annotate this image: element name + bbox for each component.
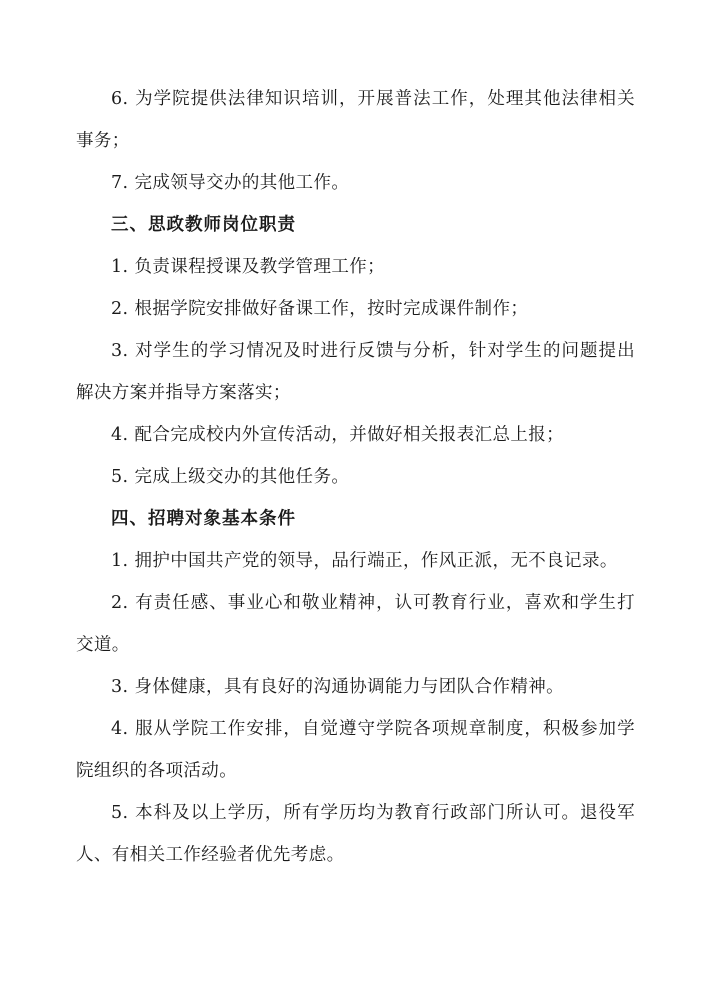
list-item: 2. 根据学院安排做好备课工作，按时完成课件制作； <box>111 299 529 319</box>
section-heading: 四、招聘对象基本条件 <box>111 509 296 529</box>
list-item: 3. 对学生的学习情况及时进行反馈与分析，针对学生的问题提出解决方案并指导方案落实； <box>76 341 635 403</box>
list-item: 5. 完成上级交办的其他任务。 <box>111 467 350 487</box>
list-item: 1. 负责课程授课及教学管理工作； <box>111 257 386 277</box>
list-item: 4. 服从学院工作安排，自觉遵守学院各项规章制度，积极参加学院组织的各项活动。 <box>76 719 635 781</box>
list-item: 6. 为学院提供法律知识培训，开展普法工作，处理其他法律相关事务； <box>76 89 635 151</box>
section-heading: 三、思政教师岗位职责 <box>111 215 296 235</box>
list-item: 2. 有责任感、事业心和敬业精神，认可教育行业，喜欢和学生打交道。 <box>76 593 635 655</box>
list-item: 7. 完成领导交办的其他工作。 <box>111 173 350 193</box>
list-item: 4. 配合完成校内外宣传活动，并做好相关报表汇总上报； <box>111 425 565 445</box>
list-item: 1. 拥护中国共产党的领导，品行端正，作风正派，无不良记录。 <box>111 551 618 571</box>
list-item: 3. 身体健康，具有良好的沟通协调能力与团队合作精神。 <box>111 677 565 697</box>
list-item: 5. 本科及以上学历，所有学历均为教育行政部门所认可。退役军人、有相关工作经验者优先考虑。 <box>76 803 635 865</box>
document-body <box>76 78 635 876</box>
